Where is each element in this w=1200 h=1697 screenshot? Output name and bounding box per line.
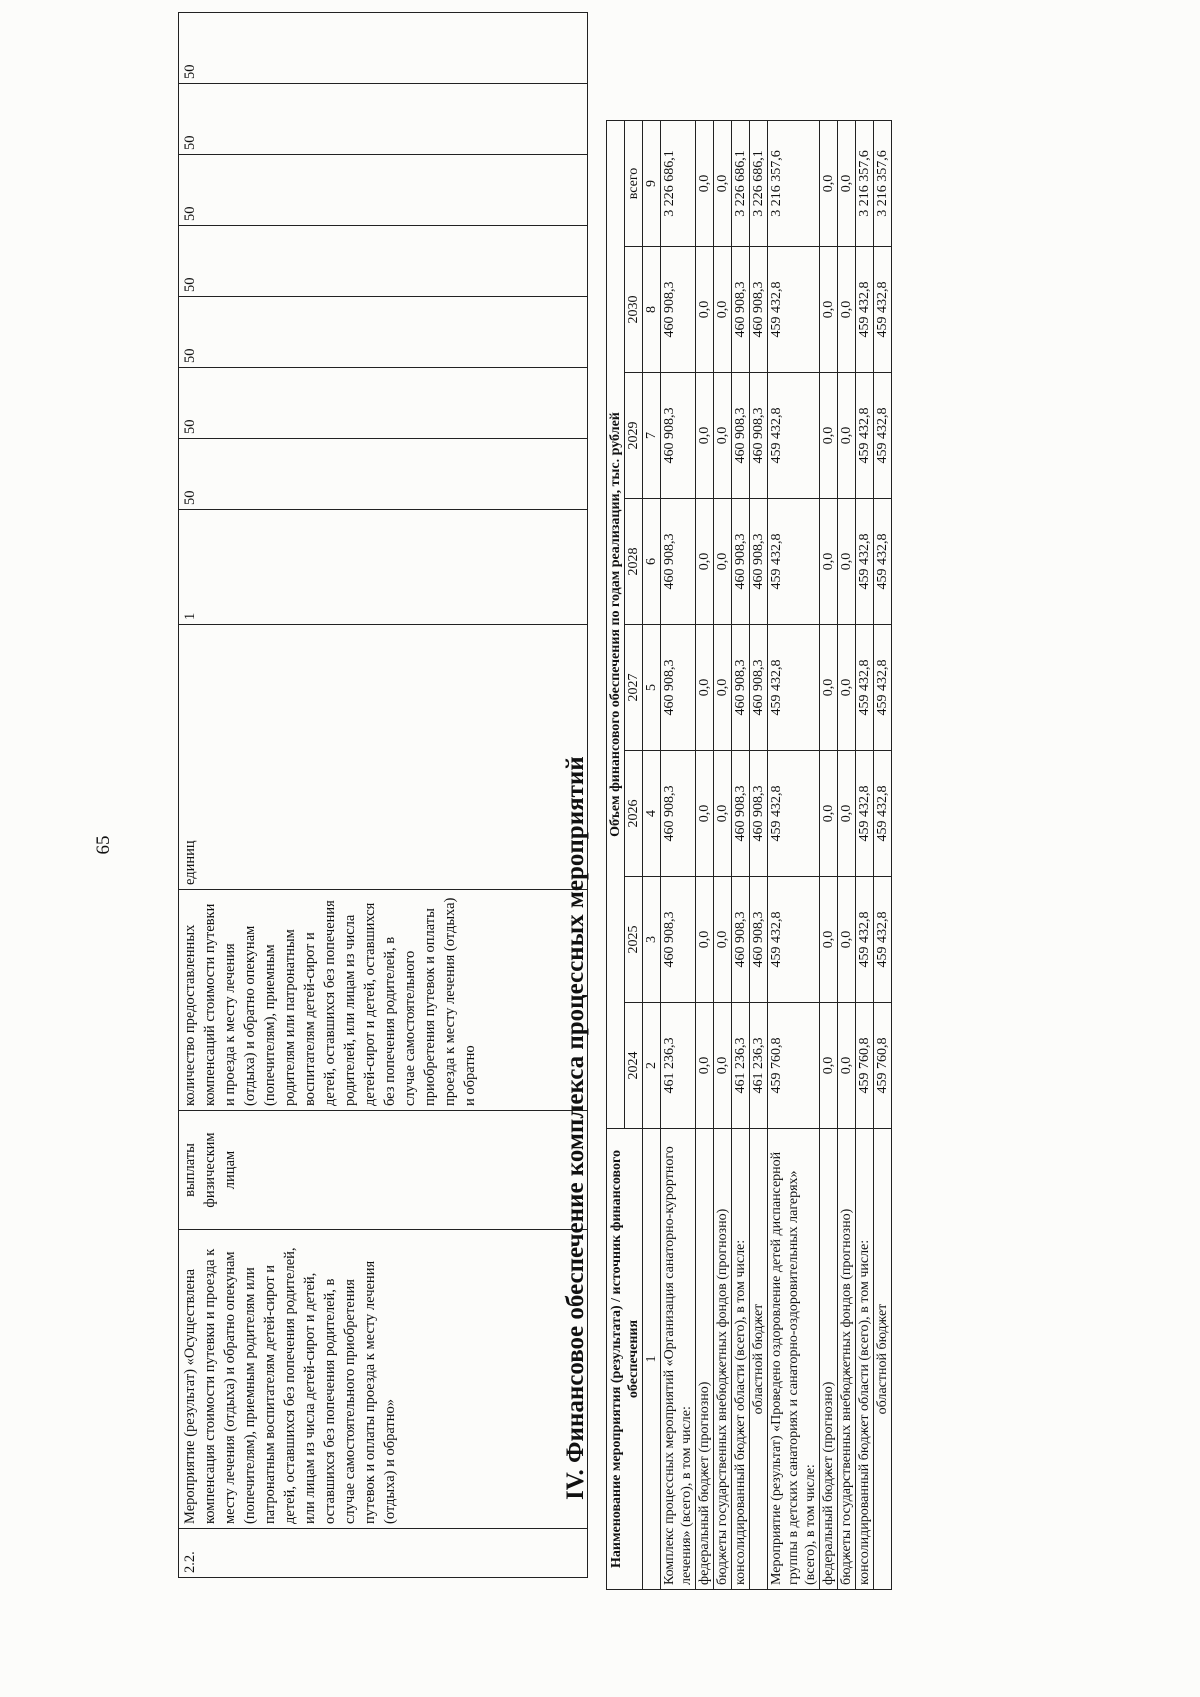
row-year-value: 459 432,8: [856, 499, 874, 625]
row-total: 3 226 686,1: [750, 121, 768, 247]
measure-year-value: 50: [179, 84, 588, 155]
column-index: 8: [643, 247, 661, 373]
row-total: 0,0: [696, 121, 714, 247]
header-name: Наименование мероприятия (результата) / источник финансового обеспечения: [607, 1129, 643, 1590]
row-year-value: 459 432,8: [874, 751, 892, 877]
row-year-value: 461 236,3: [661, 1003, 696, 1129]
measure-base-value: 1: [179, 510, 588, 625]
financing-table: [606, 120, 892, 1590]
financing-table-body: [661, 121, 892, 1590]
row-year-value: 0,0: [820, 751, 838, 877]
column-index: 4: [643, 751, 661, 877]
row-year-value: 460 908,3: [732, 625, 750, 751]
header-year: 2026: [625, 751, 643, 877]
row-year-value: 0,0: [696, 373, 714, 499]
row-year-value: 460 908,3: [750, 625, 768, 751]
measure-year-value: 50: [179, 297, 588, 368]
row-name: бюджеты государственных внебюджетных фондов (прогнозно): [838, 1129, 856, 1590]
row-year-value: 0,0: [696, 247, 714, 373]
row-name: областной бюджет: [874, 1129, 892, 1590]
row-year-value: 459 432,8: [768, 499, 820, 625]
row-year-value: 0,0: [838, 1003, 856, 1129]
measure-type: выплаты физическим лицам: [179, 1111, 588, 1230]
table-row: [179, 13, 588, 1578]
column-index: 7: [643, 373, 661, 499]
row-year-value: 459 432,8: [856, 751, 874, 877]
row-year-value: 459 760,8: [856, 1003, 874, 1129]
row-year-value: 460 908,3: [661, 751, 696, 877]
table-row: [838, 121, 856, 1590]
header-total: всего: [625, 121, 643, 247]
table-row: [732, 121, 750, 1590]
row-year-value: 460 908,3: [661, 877, 696, 1003]
row-year-value: 0,0: [714, 751, 732, 877]
row-year-value: 459 432,8: [856, 373, 874, 499]
table-row: [856, 121, 874, 1590]
header-year: 2030: [625, 247, 643, 373]
row-year-value: 460 908,3: [732, 877, 750, 1003]
header-year: 2025: [625, 877, 643, 1003]
row-total: 0,0: [838, 121, 856, 247]
table-row: [874, 121, 892, 1590]
row-year-value: 460 908,3: [750, 499, 768, 625]
row-name: федеральный бюджет (прогнозно): [820, 1129, 838, 1590]
row-year-value: 459 432,8: [874, 499, 892, 625]
row-year-value: 461 236,3: [732, 1003, 750, 1129]
row-year-value: 460 908,3: [732, 247, 750, 373]
column-index: 5: [643, 625, 661, 751]
row-year-value: 0,0: [714, 499, 732, 625]
row-total: 3 226 686,1: [661, 121, 696, 247]
measure-year-value: 50: [179, 155, 588, 226]
row-year-value: 459 432,8: [768, 373, 820, 499]
column-index: 2: [643, 1003, 661, 1129]
row-name: Комплекс процессных мероприятий «Организация санаторно-курортного лечения» (всего), в том числе:: [661, 1129, 696, 1590]
row-year-value: 459 432,8: [768, 877, 820, 1003]
row-year-value: 0,0: [838, 373, 856, 499]
header-year: 2024: [625, 1003, 643, 1129]
measure-unit: единиц: [179, 625, 588, 890]
row-year-value: 460 908,3: [750, 751, 768, 877]
column-index: 3: [643, 877, 661, 1003]
row-year-value: 460 908,3: [661, 499, 696, 625]
table-row: [820, 121, 838, 1590]
table-row: [661, 121, 696, 1590]
header-year: 2027: [625, 625, 643, 751]
row-name: бюджеты государственных внебюджетных фондов (прогнозно): [714, 1129, 732, 1590]
row-total: 3 226 686,1: [732, 121, 750, 247]
column-index: 1: [643, 1129, 661, 1590]
row-year-value: 0,0: [696, 499, 714, 625]
row-total: 0,0: [820, 121, 838, 247]
header-main: Объем финансового обеспечения по годам реализации, тыс. рублей: [607, 121, 625, 1129]
header-year: 2029: [625, 373, 643, 499]
row-year-value: 459 760,8: [874, 1003, 892, 1129]
row-year-value: 460 908,3: [732, 751, 750, 877]
row-year-value: 0,0: [820, 373, 838, 499]
row-year-value: 0,0: [820, 625, 838, 751]
row-year-value: 461 236,3: [750, 1003, 768, 1129]
row-year-value: 0,0: [696, 625, 714, 751]
header-year: 2028: [625, 499, 643, 625]
row-year-value: 0,0: [696, 751, 714, 877]
row-name: федеральный бюджет (прогнозно): [696, 1129, 714, 1590]
row-year-value: 0,0: [838, 499, 856, 625]
row-year-value: 460 908,3: [750, 373, 768, 499]
row-year-value: 0,0: [714, 373, 732, 499]
column-index-row: [643, 121, 661, 1590]
row-year-value: 0,0: [838, 751, 856, 877]
row-year-value: 0,0: [820, 499, 838, 625]
row-year-value: 459 432,8: [768, 625, 820, 751]
measure-name: Мероприятие (результат) «Осуществлена компенсация стоимости путевки и проезда к месту лечения (отдыха) и обратно опекунам (попечителям), приемным родителям или патронатным воспитателям детей-сирот и детей, оставшихся без попечения родителей, или лицам из числа детей-сирот и детей, оставшихся без попечения родителей, в случае самостоятельного приобретения путевок и оплаты проезда к месту лечения (отдыха) и обратно»: [179, 1230, 588, 1529]
table-row: [750, 121, 768, 1590]
row-year-value: 459 432,8: [856, 625, 874, 751]
row-year-value: 460 908,3: [661, 373, 696, 499]
row-total: 3 216 357,6: [856, 121, 874, 247]
row-year-value: 459 432,8: [874, 247, 892, 373]
measure-year-value: 50: [179, 226, 588, 297]
column-index: 9: [643, 121, 661, 247]
table-row: [696, 121, 714, 1590]
row-year-value: 459 432,8: [768, 247, 820, 373]
row-total: 0,0: [714, 121, 732, 247]
table-row: [714, 121, 732, 1590]
section-title: IV. Финансовое обеспечение комплекса процессных мероприятий: [562, 756, 589, 1500]
measure-year-value: 50: [179, 368, 588, 439]
table-row: [768, 121, 820, 1590]
row-total: 3 216 357,6: [874, 121, 892, 247]
row-year-value: 0,0: [820, 877, 838, 1003]
page-number: 65: [93, 835, 114, 855]
row-name: консолидированный бюджет области (всего), в том числе:: [732, 1129, 750, 1590]
row-year-value: 0,0: [696, 877, 714, 1003]
column-index: 6: [643, 499, 661, 625]
row-year-value: 460 908,3: [750, 247, 768, 373]
row-year-value: 460 908,3: [732, 499, 750, 625]
row-year-value: 459 432,8: [856, 247, 874, 373]
row-year-value: 459 432,8: [874, 877, 892, 1003]
row-year-value: 0,0: [820, 1003, 838, 1129]
table-header-row: [607, 121, 625, 1590]
row-year-value: 459 432,8: [768, 751, 820, 877]
row-year-value: 0,0: [820, 247, 838, 373]
row-name: Мероприятие (результат) «Проведено оздоровление детей диспансерной группы в детских санаториях и санаторно-оздоровительных лагерях» (всего), в том числе:: [768, 1129, 820, 1590]
row-year-value: 459 432,8: [874, 625, 892, 751]
row-year-value: 460 908,3: [661, 625, 696, 751]
row-year-value: 459 432,8: [874, 373, 892, 499]
measure-year-value: 50: [179, 439, 588, 510]
row-year-value: 0,0: [838, 877, 856, 1003]
row-year-value: 460 908,3: [661, 247, 696, 373]
row-year-value: 459 432,8: [856, 877, 874, 1003]
row-year-value: 460 908,3: [732, 373, 750, 499]
row-year-value: 0,0: [714, 247, 732, 373]
measure-year-value: 50: [179, 13, 588, 84]
row-year-value: 0,0: [696, 1003, 714, 1129]
row-year-value: 460 908,3: [750, 877, 768, 1003]
row-name: консолидированный бюджет области (всего), в том числе:: [856, 1129, 874, 1590]
row-year-value: 0,0: [714, 625, 732, 751]
row-year-value: 459 760,8: [768, 1003, 820, 1129]
row-year-value: 0,0: [714, 877, 732, 1003]
row-name: областной бюджет: [750, 1129, 768, 1590]
row-year-value: 0,0: [838, 247, 856, 373]
measure-description: количество предоставленных компенсаций стоимости путевки и проезда к месту лечения (отдыха) и обратно опекунам (попечителям), приемным родителям или патронатным воспитателям детей-сирот и детей, оставшихся без попечения родителей, или лицам из числа детей-сирот и детей, оставшихся без попечения родителей, в случае самостоятельного приобретения путевок и оплаты проезда к месту лечения (отдыха) и обратно: [179, 890, 588, 1111]
row-year-value: 0,0: [838, 625, 856, 751]
measure-number: 2.2.: [179, 1529, 588, 1578]
row-total: 3 216 357,6: [768, 121, 820, 247]
row-year-value: 0,0: [714, 1003, 732, 1129]
measure-table: [178, 64, 588, 1578]
